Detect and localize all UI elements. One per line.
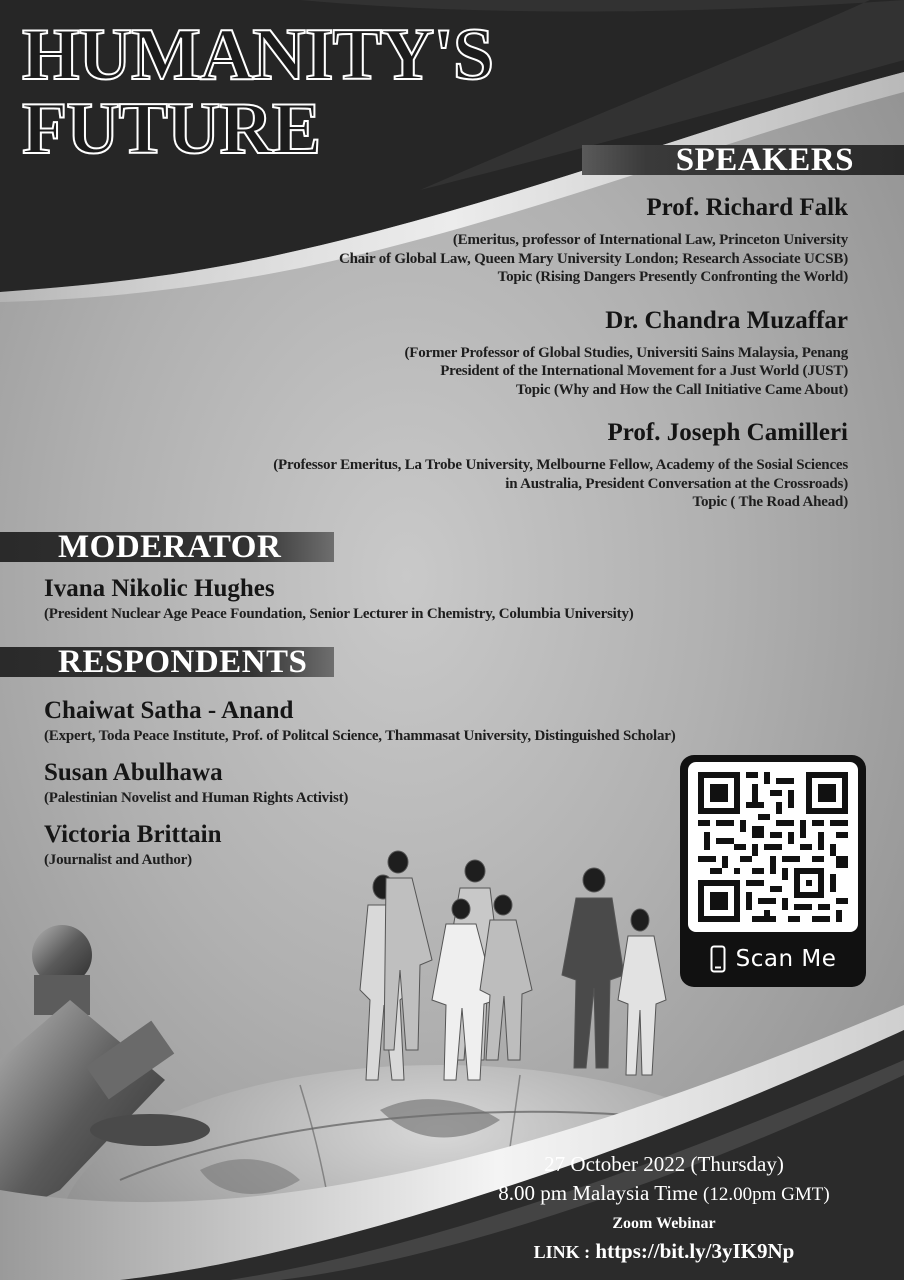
event-date: 27 October 2022 (Thursday)	[544, 1152, 784, 1176]
speaker-detail: (Emeritus, professor of International Law, Princeton University	[452, 232, 848, 248]
speaker-item	[148, 417, 848, 512]
speaker-detail: (Professor Emeritus, La Trobe University, Melbourne Fellow, Academy of the Sosial Sciences	[273, 457, 848, 473]
event-link[interactable]: https://bit.ly/3yIK9Np	[595, 1239, 795, 1263]
speaker-detail: President of the International Movement for a Just World (JUST)	[440, 363, 848, 379]
moderator-heading: MODERATOR	[0, 532, 334, 562]
speaker-detail: in Australia, President Conversation at the Crossroads)	[505, 475, 848, 492]
scan-me-label: Scan Me	[735, 946, 837, 972]
speaker-topic: Topic (Rising Dangers Presently Confronting the World)	[497, 269, 848, 285]
respondent-description: (Expert, Toda Peace Institute, Prof. of Politcal Science, Thammasat University, Distinguished Scholar)	[44, 728, 676, 744]
event-time: 8.00 pm Malaysia Time	[498, 1181, 698, 1205]
event-time-row	[454, 1178, 874, 1210]
speakers-heading: SPEAKERS	[582, 145, 904, 175]
speaker-topic: Topic (Why and How the Call Initiative Came About)	[516, 381, 848, 398]
respondent-name: Victoria Brittain	[44, 821, 222, 848]
speaker-name: Prof. Joseph Camilleri	[607, 419, 848, 446]
respondents-heading: RESPONDENTS	[0, 647, 334, 677]
moderator-description: (President Nuclear Age Peace Foundation, Senior Lecturer in Chemistry, Columbia University)	[44, 606, 634, 622]
qr-code-graphic	[698, 772, 848, 922]
qr-code[interactable]	[688, 762, 858, 932]
speakers-list	[148, 192, 848, 530]
event-link-label: LINK :	[533, 1242, 591, 1262]
event-platform: Zoom Webinar	[612, 1215, 716, 1232]
event-link-row	[454, 1236, 874, 1267]
title-line-1: HUMANITY'S	[22, 14, 494, 96]
qr-code-card[interactable]	[680, 755, 866, 987]
speaker-item	[148, 305, 848, 400]
moderator-block	[44, 574, 804, 624]
speaker-detail: Chair of Global Law, Queen Mary University London; Research Associate UCSB)	[338, 250, 848, 267]
speaker-name: Prof. Richard Falk	[646, 194, 848, 221]
poster-title	[22, 14, 494, 170]
respondent-name: Susan Abulhawa	[44, 759, 223, 786]
event-time-gmt: (12.00pm GMT)	[703, 1184, 830, 1205]
title-line-2: FUTURE	[22, 88, 321, 170]
moderator-name: Ivana Nikolic Hughes	[44, 575, 275, 602]
speaker-name: Dr. Chandra Muzaffar	[605, 306, 848, 334]
event-details	[454, 1150, 874, 1267]
speaker-item	[148, 192, 848, 287]
respondent-description: (Palestinian Novelist and Human Rights Activist)	[44, 790, 349, 806]
scan-me-label-row	[680, 939, 866, 979]
respondent-item	[44, 696, 804, 746]
speaker-detail: (Former Professor of Global Studies, Universiti Sains Malaysia, Penang	[404, 344, 848, 361]
respondent-name: Chaiwat Satha - Anand	[44, 697, 294, 724]
speaker-topic: Topic ( The Road Ahead)	[692, 494, 848, 510]
respondent-description: (Journalist and Author)	[44, 852, 192, 868]
phone-icon	[710, 945, 726, 973]
